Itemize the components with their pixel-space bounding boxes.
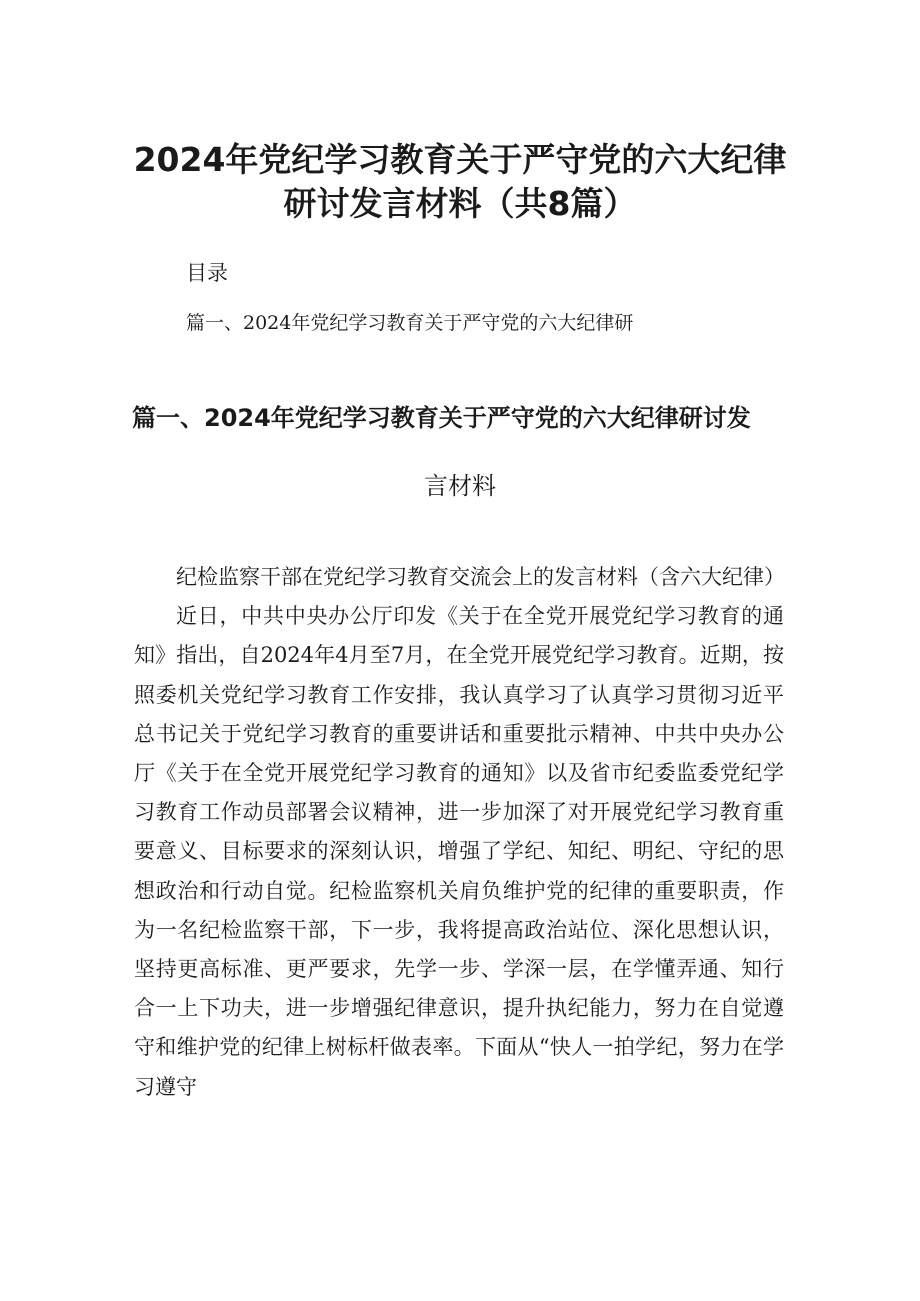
body-paragraph: 纪检监察干部在党纪学习教育交流会上的发言材料（含六大纪律） [176,565,785,589]
section-title-line1: 篇一、2024年党纪学习教育关于严守党的六大纪律研讨发 [132,404,751,432]
toc-entry-1[interactable]: 篇一、2024年党纪学习教育关于严守党的六大纪律研 [186,312,634,334]
section-title-line2: 言材料 [424,472,496,500]
toc-heading: 目录 [186,261,228,285]
body-paragraph: 近日，中共中央办公厅印发《关于在全党开展党纪学习教育的通知》指出，自2024年4月至7月，在全党开展党纪学习教育。近期，按照委机关党纪学习教育工作安排，我认真学习了认真学习贯彻习近平总书记关于党纪学习教育的重要讲话和重要批示精神、中共中央办公厅《关于在全党开展党纪学习教育的通知》以及省市纪委监委党纪学习教育工作动员部署会议精神，进一步加深了对开展党纪学习教育重要意义、目标要求的深刻认识，增强了学纪、知纪、明纪、守纪的思想政治和行动自觉。纪检监察机关肩负维护党的纪律的重要职责，作为一名纪检监察干部，下一步，我将提高政治站位、深化思想认识，坚持更高标准、更严要求，先学一步、学深一层，在学懂弄通、知行合一上下功夫，进一步增强纪律意识，提升执纪能力，努力在自觉遵守和维护党的纪律上树标杆做表率。下面从“快人一拍学纪，努力在学习遵守 [134,604,784,1099]
document-title: 2024年党纪学习教育关于严守党的六大纪律研讨发言材料（共8篇） [133,140,787,223]
body-text [134,558,784,1107]
section-title [132,388,788,516]
